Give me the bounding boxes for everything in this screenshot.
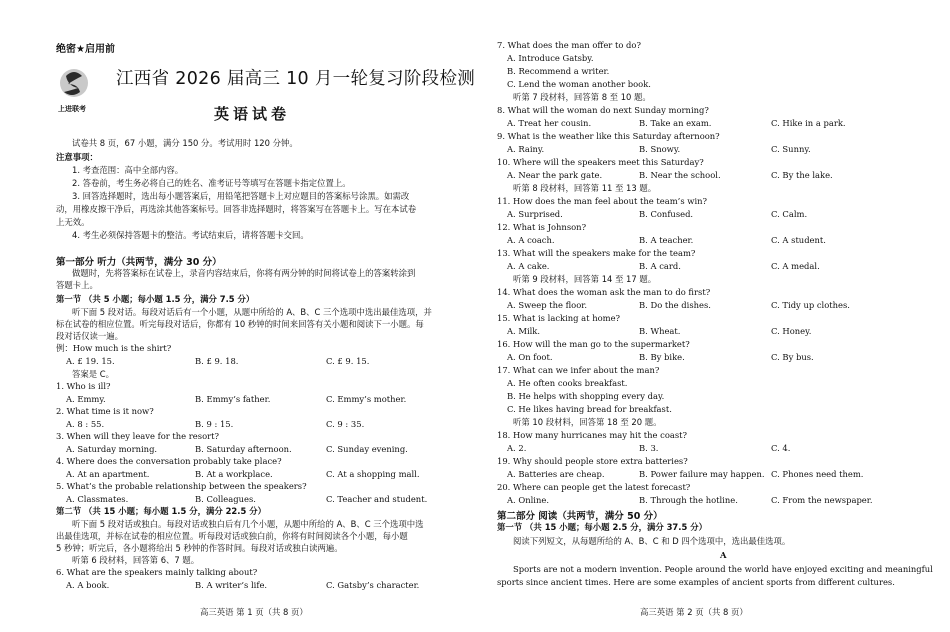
option-b: B. At a workplace. bbox=[195, 469, 273, 479]
option-b: B. He helps with shopping every day. bbox=[507, 391, 665, 401]
page-2 bbox=[475, 0, 950, 632]
question-19: 19. Why should people store extra batteries? bbox=[497, 456, 688, 466]
option-b: B. Take an exam. bbox=[639, 118, 712, 128]
question-20: 20. Where can people get the latest forecast? bbox=[497, 482, 691, 492]
notice-line: 4. 考生必须保持答题卡的整洁。考试结束后，请将答题卡交回。 bbox=[72, 230, 309, 240]
section2-intro: 出最佳选项，并标在试卷的相应位置。听每段对话或独白前，你将有时间阅读各个小题，每小题 bbox=[56, 531, 408, 541]
notice-line: 3. 回答选择题时，选出每小题答案后，用铅笔把答题卡上对应题目的答案标号涂黑。如需改 bbox=[72, 191, 410, 201]
option-a: A. Introduce Gatsby. bbox=[507, 53, 594, 63]
section2-intro: 5 秒钟；听完后，各小题将给出 5 秒钟的作答时间。每段对话或独白读两遍。 bbox=[56, 543, 343, 553]
option-c: C. 9 : 35. bbox=[326, 419, 365, 429]
option-a: A. A cake. bbox=[507, 261, 550, 271]
example-option-b: B. £ 9. 18. bbox=[195, 356, 239, 366]
question-6: 6. What are the speakers mainly talking about? bbox=[56, 567, 258, 577]
option-a: A. Surprised. bbox=[507, 209, 563, 219]
page-footer: 高三英语 第 1 页（共 8 页） bbox=[200, 607, 308, 617]
option-b: B. A writer’s life. bbox=[195, 580, 268, 590]
page-footer: 高三英语 第 2 页（共 8 页） bbox=[640, 607, 748, 617]
option-c: C. By bus. bbox=[771, 352, 814, 362]
part1-intro: 答题卡上。 bbox=[56, 280, 98, 290]
passage-label: A bbox=[720, 550, 727, 560]
section2-intro: 听下面 5 段对话或独白。每段对话或独白后有几个小题，从题中所给的 A、B、C 三个选项中选 bbox=[72, 519, 424, 529]
option-b: B. A card. bbox=[639, 261, 681, 271]
notice-line: 2. 答卷前，考生务必将自己的姓名、准考证号等填写在答题卡指定位置上。 bbox=[72, 178, 351, 188]
option-c: C. Sunday evening. bbox=[326, 444, 408, 454]
example-question: 例：How much is the shirt? bbox=[56, 343, 172, 353]
option-a: A. Rainy. bbox=[507, 144, 545, 154]
option-a: A. Classmates. bbox=[66, 494, 129, 504]
part1-title: 第一部分 听力（共两节，满分 30 分） bbox=[56, 257, 222, 268]
question-5: 5. What’s the probable relationship between the speakers? bbox=[56, 481, 307, 491]
section1-title: 第一节 （共 5 小题；每小题 1.5 分，满分 7.5 分） bbox=[56, 294, 255, 304]
option-a: A. Near the park gate. bbox=[507, 170, 603, 180]
exam-info: 试卷共 8 页，67 小题，满分 150 分。考试用时 120 分钟。 bbox=[72, 138, 298, 148]
option-a: A. A book. bbox=[66, 580, 110, 590]
question-12: 12. What is Johnson? bbox=[497, 222, 587, 232]
secret-label: 绝密★启用前 bbox=[56, 44, 115, 55]
material-7: 听第 7 段材料，回答第 8 至 10 题。 bbox=[513, 92, 651, 102]
option-c: C. He likes having bread for breakfast. bbox=[507, 404, 672, 414]
question-16: 16. How will the man go to the supermarket? bbox=[497, 339, 690, 349]
option-b: B. A teacher. bbox=[639, 235, 694, 245]
question-13: 13. What will the speakers make for the team? bbox=[497, 248, 696, 258]
option-b: B. Through the hotline. bbox=[639, 495, 738, 505]
option-a: A. At an apartment. bbox=[66, 469, 150, 479]
option-c: C. By the lake. bbox=[771, 170, 833, 180]
option-c: C. A student. bbox=[771, 235, 826, 245]
option-b: B. Emmy’s father. bbox=[195, 394, 271, 404]
logo-label: 上进联考 bbox=[58, 105, 86, 113]
subject-title: 英语试卷 bbox=[214, 105, 291, 123]
question-4: 4. Where does the conversation probably take place? bbox=[56, 456, 282, 466]
example-option-c: C. £ 9. 15. bbox=[326, 356, 370, 366]
option-a: A. 2. bbox=[507, 443, 527, 453]
option-a: A. Treat her cousin. bbox=[507, 118, 592, 128]
question-17: 17. What can we infer about the man? bbox=[497, 365, 660, 375]
option-b: B. Recommend a writer. bbox=[507, 66, 610, 76]
option-a: A. Milk. bbox=[507, 326, 541, 336]
option-a: A. 8 : 55. bbox=[66, 419, 105, 429]
option-c: C. A medal. bbox=[771, 261, 820, 271]
question-10: 10. Where will the speakers meet this Saturday? bbox=[497, 157, 704, 167]
question-7: 7. What does the man offer to do? bbox=[497, 40, 641, 50]
question-15: 15. What is lacking at home? bbox=[497, 313, 621, 323]
reading-section1-title: 第一节 （共 15 小题；每小题 2.5 分，满分 37.5 分） bbox=[497, 522, 707, 532]
question-11: 11. How does the man feel about the team’s win? bbox=[497, 196, 708, 206]
section2-title: 第二节 （共 15 小题；每小题 1.5 分，满分 22.5 分） bbox=[56, 506, 266, 516]
option-c: C. Gatsby’s character. bbox=[326, 580, 420, 590]
option-c: C. Calm. bbox=[771, 209, 808, 219]
question-8: 8. What will the woman do next Sunday morning? bbox=[497, 105, 709, 115]
option-a: A. A coach. bbox=[507, 235, 555, 245]
notice-line: 1. 考查范围：高中全部内容。 bbox=[72, 165, 184, 175]
option-a: A. Emmy. bbox=[66, 394, 106, 404]
option-b: B. By bike. bbox=[639, 352, 685, 362]
example-option-a: A. £ 19. 15. bbox=[66, 356, 115, 366]
option-a: A. On foot. bbox=[507, 352, 553, 362]
passage-line: sports since ancient times. Here are some examples of ancient sports from different cultures. bbox=[497, 577, 895, 587]
option-a: A. Sweep the floor. bbox=[507, 300, 588, 310]
option-c: C. From the newspaper. bbox=[771, 495, 873, 505]
passage-line: Sports are not a modern invention. People around the world have enjoyed exciting and meaningful bbox=[513, 564, 933, 574]
option-c: C. Sunny. bbox=[771, 144, 811, 154]
reading-section1-intro: 阅读下列短文，从每题所给的 A、B、C 和 D 四个选项中，选出最佳选项。 bbox=[513, 536, 791, 546]
part1-intro: 做题时，先将答案标在试卷上，录音内容结束后，你将有两分钟的时间将试卷上的答案转涂到 bbox=[72, 268, 416, 278]
option-c: C. Lend the woman another book. bbox=[507, 79, 651, 89]
notice-line: 上无效。 bbox=[56, 217, 90, 227]
notice-line: 动，用橡皮擦干净后，再选涂其他答案标号。回答非选择题时，将答案写在答题卡上。写在本试卷 bbox=[56, 204, 417, 214]
option-a: A. Online. bbox=[507, 495, 550, 505]
material-8: 听第 8 段材料，回答第 11 至 13 题。 bbox=[513, 183, 657, 193]
option-b: B. Do the dishes. bbox=[639, 300, 711, 310]
option-a: A. Saturday morning. bbox=[66, 444, 158, 454]
option-b: B. Snowy. bbox=[639, 144, 681, 154]
question-1: 1. Who is ill? bbox=[56, 381, 111, 391]
material-9: 听第 9 段材料，回答第 14 至 17 题。 bbox=[513, 274, 657, 284]
notice-title: 注意事项： bbox=[56, 152, 98, 162]
option-b: B. Confused. bbox=[639, 209, 694, 219]
section1-intro: 听下面 5 段对话。每段对话后有一个小题，从题中所给的 A、B、C 三个选项中选出最佳选项，并 bbox=[72, 307, 432, 317]
option-c: C. Honey. bbox=[771, 326, 812, 336]
example-answer: 答案是 C。 bbox=[72, 369, 115, 379]
section1-intro: 段对话仅读一遍。 bbox=[56, 331, 123, 341]
option-c: C. Teacher and student. bbox=[326, 494, 428, 504]
option-b: B. 3. bbox=[639, 443, 659, 453]
question-3: 3. When will they leave for the resort? bbox=[56, 431, 219, 441]
material-6: 听第 6 段材料，回答第 6、7 题。 bbox=[72, 555, 200, 565]
material-10: 听第 10 段材料，回答第 18 至 20 题。 bbox=[513, 417, 662, 427]
option-c: C. Tidy up clothes. bbox=[771, 300, 850, 310]
option-b: B. Saturday afternoon. bbox=[195, 444, 292, 454]
exam-title: 江西省 2026 届高三 10 月一轮复习阶段检测 bbox=[116, 69, 476, 89]
option-c: C. Hike in a park. bbox=[771, 118, 846, 128]
option-c: C. 4. bbox=[771, 443, 791, 453]
option-a: A. Batteries are cheap. bbox=[507, 469, 605, 479]
option-a: A. He often cooks breakfast. bbox=[507, 378, 628, 388]
option-b: B. Colleagues. bbox=[195, 494, 256, 504]
option-c: C. Emmy’s mother. bbox=[326, 394, 407, 404]
option-b: B. Wheat. bbox=[639, 326, 681, 336]
question-14: 14. What does the woman ask the man to do first? bbox=[497, 287, 711, 297]
part2-title: 第二部分 阅读（共两节，满分 50 分） bbox=[497, 511, 663, 522]
option-b: B. Near the school. bbox=[639, 170, 721, 180]
option-b: B. Power failure may happen. bbox=[639, 469, 765, 479]
option-c: C. At a shopping mall. bbox=[326, 469, 420, 479]
option-c: C. Phones need them. bbox=[771, 469, 864, 479]
option-b: B. 9 : 15. bbox=[195, 419, 234, 429]
question-2: 2. What time is it now? bbox=[56, 406, 154, 416]
question-18: 18. How many hurricanes may hit the coast? bbox=[497, 430, 688, 440]
question-9: 9. What is the weather like this Saturday afternoon? bbox=[497, 131, 720, 141]
section1-intro: 标在试卷的相应位置。听完每段对话后，你都有 10 秒钟的时间来回答有关小题和阅读下一小题。每 bbox=[56, 319, 424, 329]
